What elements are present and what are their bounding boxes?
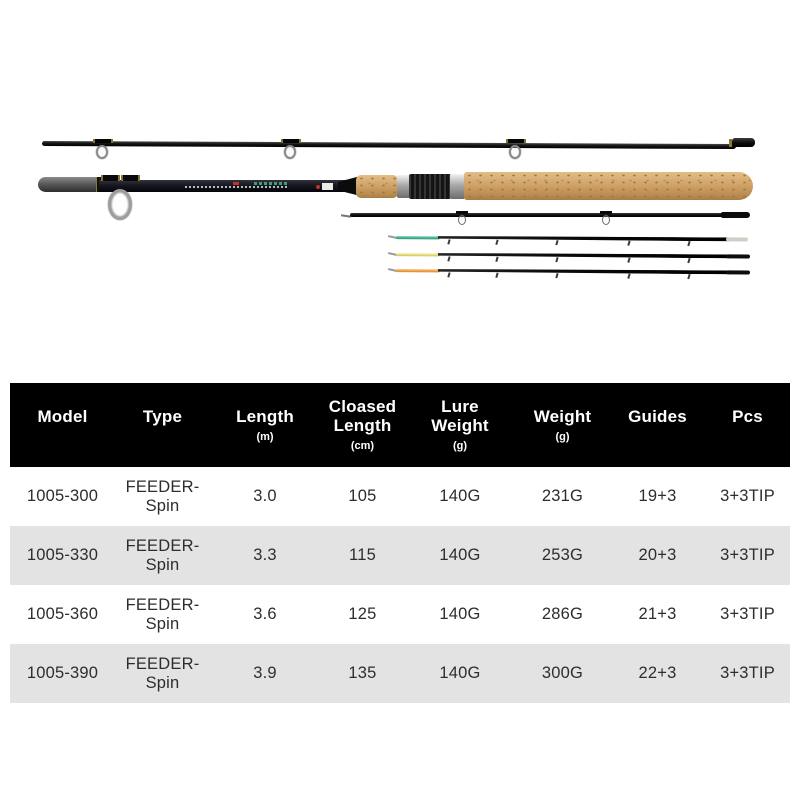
column-header-guides: Guides [628, 406, 687, 426]
rod-blank-white-label [322, 183, 333, 190]
middle-section-ferrule [721, 212, 750, 218]
reel-seat-silver-hood [450, 174, 465, 199]
stripper-guide-foot [121, 175, 140, 181]
cell-lure-weight: 140G [439, 605, 481, 623]
tip-blank [438, 268, 730, 274]
rod-butt-grip [38, 177, 99, 192]
cell-lure-weight: 140G [439, 664, 481, 682]
column-header-length: Length (m) [236, 406, 294, 443]
table-row [10, 644, 790, 703]
table-row [10, 585, 790, 644]
reel-seat [409, 174, 451, 199]
cell-type: FEEDER-Spin [125, 477, 200, 515]
cell-pcs: 3+3TIP [720, 487, 775, 505]
cell-model: 1005-330 [26, 546, 99, 564]
spec-table-header [10, 383, 790, 467]
spec-table [10, 383, 790, 703]
cell-length: 3.0 [253, 487, 277, 505]
quiver-tip-green [388, 233, 754, 246]
column-header-closed-length: Cloased Length (cm) [328, 397, 397, 452]
rod-blank-printed-text [185, 186, 289, 188]
rod-upper-ferrule-cap [732, 138, 755, 147]
rod-upper-section-blank [42, 141, 736, 149]
tip-ferrule-end [726, 270, 750, 274]
rod-blank-green-marking [254, 182, 288, 185]
cork-main-grip [464, 172, 753, 200]
cell-lure-weight: 140G [439, 546, 481, 564]
cell-lure-weight: 140G [439, 487, 481, 505]
cell-closed-length: 105 [348, 487, 377, 505]
line-guide-icon [600, 211, 612, 225]
cell-weight: 253G [541, 546, 584, 564]
quiver-tip-orange [388, 266, 754, 279]
cell-model: 1005-300 [26, 487, 99, 505]
cell-pcs: 3+3TIP [720, 605, 775, 623]
cell-weight: 300G [541, 664, 584, 682]
product-image [0, 0, 800, 380]
tip-ferrule-end [726, 237, 748, 241]
tip-color-segment [396, 236, 440, 239]
cell-type: FEEDER-Spin [125, 536, 200, 574]
column-header-pcs: Pcs [732, 406, 763, 426]
stripper-guide-foot [101, 175, 120, 181]
line-guide-icon [92, 139, 110, 163]
cell-closed-length: 125 [348, 605, 377, 623]
table-row [10, 526, 790, 585]
cell-guides: 20+3 [638, 546, 677, 564]
cell-type: FEEDER-Spin [125, 654, 200, 692]
rod-blank-red-dot [316, 185, 320, 189]
tip-blank [438, 235, 730, 241]
tip-color-segment [396, 269, 440, 272]
cell-closed-length: 115 [349, 546, 376, 564]
cork-fore-grip [356, 175, 398, 198]
table-row [10, 467, 790, 526]
rod-blank-red-marking [233, 182, 239, 185]
cell-length: 3.9 [253, 664, 277, 682]
stripper-guide-ring-icon [108, 189, 132, 220]
tip-ferrule-end [726, 254, 750, 258]
column-header-lure-weight: Lure Weight (g) [431, 397, 489, 452]
cell-guides: 21+3 [638, 605, 677, 623]
cell-type: FEEDER-Spin [125, 595, 200, 633]
cell-model: 1005-360 [26, 605, 99, 623]
cell-pcs: 3+3TIP [720, 546, 775, 564]
quiver-tip-yellow [388, 250, 754, 263]
column-header-type: Type [142, 406, 183, 426]
line-guide-icon [505, 139, 523, 163]
cell-guides: 19+3 [638, 487, 677, 505]
cell-length: 3.6 [253, 605, 277, 623]
line-guide-icon [280, 139, 298, 163]
cell-guides: 22+3 [638, 664, 677, 682]
cell-weight: 286G [541, 605, 584, 623]
column-header-model: Model [37, 406, 88, 426]
cell-model: 1005-390 [26, 664, 99, 682]
column-header-weight: Weight (g) [533, 406, 592, 443]
cell-pcs: 3+3TIP [720, 664, 775, 682]
line-guide-icon [456, 211, 468, 225]
cell-weight: 231G [541, 487, 584, 505]
tip-color-segment [396, 253, 440, 256]
rod-middle-section-blank [350, 213, 724, 217]
tip-blank [438, 252, 730, 258]
cell-length: 3.3 [253, 546, 277, 564]
cell-closed-length: 135 [348, 664, 377, 682]
